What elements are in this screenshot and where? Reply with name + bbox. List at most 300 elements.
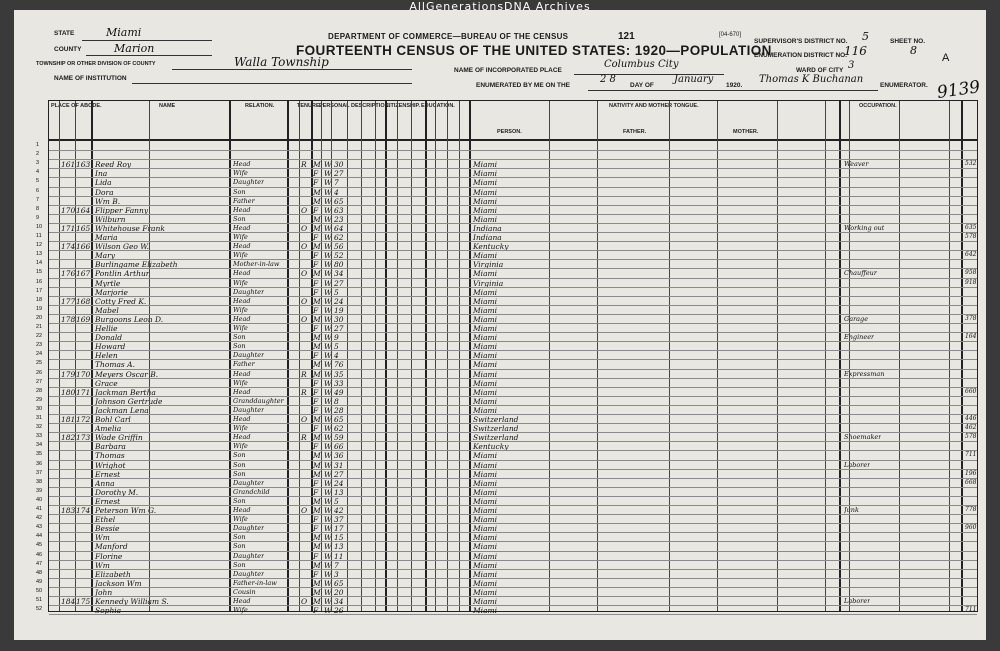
dwelling-number: 174 xyxy=(61,242,76,252)
birthplace: Miami xyxy=(473,606,498,616)
subhead-father: FATHER. xyxy=(623,129,647,135)
person-name: Thomas A. xyxy=(95,360,135,370)
age: 42 xyxy=(334,506,344,515)
tenure: R xyxy=(301,433,307,443)
census-table xyxy=(36,100,978,616)
race: W xyxy=(324,560,332,570)
sex: F xyxy=(313,606,319,616)
relation: Daughter xyxy=(233,178,265,187)
dwelling-number: 178 xyxy=(61,314,76,324)
relation: Son xyxy=(233,542,246,551)
incorporated-value: Columbus City xyxy=(604,59,679,70)
birthplace: Miami xyxy=(473,524,498,534)
race: W xyxy=(324,469,332,479)
sex: F xyxy=(313,387,319,397)
family-number: 172 xyxy=(76,415,91,424)
birthplace: Miami xyxy=(473,160,498,170)
sex: F xyxy=(313,424,319,434)
line-number: 51 xyxy=(36,597,43,603)
person-name: Donald xyxy=(95,333,123,343)
relation: Head xyxy=(233,223,251,232)
person-name: Kennedy William S. xyxy=(95,597,169,606)
table-row xyxy=(36,314,977,324)
sex: F xyxy=(313,351,319,361)
sex: M xyxy=(313,469,321,479)
age: 8 xyxy=(334,396,339,406)
birthplace: Miami xyxy=(473,287,498,297)
family-number: 175 xyxy=(76,597,91,606)
relation: Father-in-law xyxy=(233,578,277,587)
family-number: 174 xyxy=(76,506,91,515)
birthplace: Miami xyxy=(473,405,498,415)
table-row xyxy=(36,487,977,497)
relation: Son xyxy=(233,460,246,469)
person-name: Wm B. xyxy=(95,196,121,206)
sex: M xyxy=(313,333,321,343)
relation: Wife xyxy=(233,378,248,387)
sex: F xyxy=(313,287,319,297)
race: W xyxy=(324,296,332,306)
tenure: O xyxy=(301,205,308,215)
age: 62 xyxy=(334,424,344,434)
birthplace: Miami xyxy=(473,597,498,606)
table-row xyxy=(36,514,977,525)
table-row xyxy=(36,232,977,242)
ward-value: 3 xyxy=(848,60,855,71)
family-number: 168 xyxy=(76,296,91,306)
margin-note: 446 xyxy=(965,415,977,422)
line-number: 28 xyxy=(36,387,43,394)
relation: Wife xyxy=(233,169,248,178)
relation: Head xyxy=(233,387,251,396)
relation: Daughter xyxy=(233,569,265,578)
table-row xyxy=(36,532,977,543)
race: W xyxy=(324,533,332,543)
table-row xyxy=(36,168,977,179)
tenure: O xyxy=(301,597,308,606)
dwelling-number: 176 xyxy=(61,269,76,279)
age: 26 xyxy=(334,606,344,616)
race: W xyxy=(324,187,332,197)
family-number: 170 xyxy=(76,369,91,379)
person-name: Wade Griffin xyxy=(95,433,143,443)
ward-label: WARD OF CITY xyxy=(796,67,844,74)
table-row xyxy=(36,359,977,370)
race: W xyxy=(324,424,332,434)
page-number: 121 xyxy=(618,31,635,42)
age: 27 xyxy=(334,278,344,288)
group-place-of-abode: PLACE OF ABODE. xyxy=(51,103,102,109)
age: 24 xyxy=(334,296,344,306)
sex: M xyxy=(313,433,321,443)
line-number: 27 xyxy=(36,378,43,385)
line-number: 4 xyxy=(36,169,40,176)
person-name: Howard xyxy=(95,342,126,352)
age: 34 xyxy=(334,597,344,606)
line-number: 47 xyxy=(36,560,43,567)
dwelling-number: 180 xyxy=(61,387,76,397)
sheet-stamp: 9139 xyxy=(935,77,982,103)
table-row xyxy=(36,469,977,479)
birthplace: Miami xyxy=(473,351,498,361)
race: W xyxy=(324,214,332,224)
birthplace: Miami xyxy=(473,178,498,188)
person-name: Peterson Wm G. xyxy=(95,506,157,515)
margin-note: 960 xyxy=(965,524,977,532)
institution-label: NAME OF INSTITUTION xyxy=(54,75,127,82)
line-number: 43 xyxy=(36,524,43,531)
age: 59 xyxy=(334,433,344,443)
birthplace: Miami xyxy=(473,342,498,352)
birthplace: Switzerland xyxy=(473,424,519,434)
person-name: Grace xyxy=(95,378,118,388)
sex: F xyxy=(313,169,319,179)
relation: Daughter xyxy=(233,478,265,487)
person-name: Johnson Gertrude xyxy=(95,396,163,406)
age: 5 xyxy=(334,496,339,506)
person-name: Reed Roy xyxy=(95,160,132,170)
birthplace: Miami xyxy=(473,305,498,315)
table-row xyxy=(36,441,977,452)
dwelling-number: 182 xyxy=(61,433,76,443)
sex: M xyxy=(313,496,321,506)
line-number: 12 xyxy=(36,242,43,249)
person-name: Manford xyxy=(95,542,128,552)
age: 19 xyxy=(334,305,344,315)
incorporated-label: NAME OF INCORPORATED PLACE xyxy=(454,67,562,74)
line-number: 21 xyxy=(36,324,43,330)
relation: Son xyxy=(233,560,246,569)
person-name: Jackman Lena xyxy=(95,405,149,415)
sex: M xyxy=(313,415,321,424)
family-number: 166 xyxy=(76,242,91,252)
sex: M xyxy=(313,314,321,324)
person-name: Jackson Wm xyxy=(95,578,142,588)
sex: M xyxy=(313,597,321,606)
race: W xyxy=(324,333,332,343)
race: W xyxy=(324,251,332,261)
line-number: 13 xyxy=(36,251,43,258)
margin-note: 668 xyxy=(965,478,977,486)
race: W xyxy=(324,178,332,188)
age: 76 xyxy=(334,360,344,370)
dwelling-number: 179 xyxy=(61,369,76,379)
sheet-letter: A xyxy=(942,52,950,64)
group-citizenship: CITIZENSHIP. xyxy=(385,103,421,109)
line-number: 1 xyxy=(36,142,40,148)
line-number: 18 xyxy=(36,296,43,303)
relation: Son xyxy=(233,187,246,196)
person-name: Mary xyxy=(95,251,115,261)
age: 17 xyxy=(334,524,344,534)
race: W xyxy=(324,487,332,497)
table-row xyxy=(36,268,977,279)
table-row xyxy=(36,523,977,534)
birthplace: Kentucky xyxy=(473,242,509,252)
race: W xyxy=(324,205,332,215)
race: W xyxy=(324,351,332,361)
race: W xyxy=(324,342,332,352)
enum-district-value: 116 xyxy=(844,44,867,58)
relation: Cousin xyxy=(233,587,256,596)
sex: M xyxy=(313,296,321,306)
relation: Son xyxy=(233,342,246,351)
family-number: 173 xyxy=(76,433,91,443)
line-number: 26 xyxy=(36,369,43,376)
birthplace: Virginia xyxy=(473,260,504,270)
sex: M xyxy=(313,160,321,170)
line-number: 50 xyxy=(36,587,43,594)
occupation: Laborer xyxy=(844,597,871,605)
relation: Daughter xyxy=(233,524,265,533)
enumerator-label: ENUMERATOR. xyxy=(880,82,928,89)
birthplace: Miami xyxy=(473,396,498,406)
table-row xyxy=(36,387,977,397)
table-row xyxy=(36,450,977,461)
township-label: TOWNSHIP OR OTHER DIVISION OF COUNTY xyxy=(36,61,156,67)
table-row xyxy=(36,460,977,470)
race: W xyxy=(324,451,332,461)
birthplace: Miami xyxy=(473,506,498,515)
birthplace: Miami xyxy=(473,451,498,461)
enumerator-name: Thomas K Buchanan xyxy=(759,74,864,85)
table-row xyxy=(36,432,977,443)
line-number: 20 xyxy=(36,314,43,321)
race: W xyxy=(324,387,332,397)
sex: M xyxy=(313,214,321,224)
line-number: 38 xyxy=(36,478,43,485)
year-label: 1920. xyxy=(726,82,743,89)
table-row xyxy=(36,578,977,588)
birthplace: Miami xyxy=(473,269,498,279)
table-row xyxy=(36,141,977,150)
line-number: 9 xyxy=(36,214,40,221)
enumerated-label: ENUMERATED BY ME ON THE xyxy=(476,82,571,89)
age: 3 xyxy=(334,569,339,579)
race: W xyxy=(324,314,332,324)
table-row xyxy=(36,187,977,197)
relation: Head xyxy=(233,314,251,323)
department-heading: DEPARTMENT OF COMMERCE—BUREAU OF THE CENSUS xyxy=(328,32,569,41)
birthplace: Indiana xyxy=(473,223,502,233)
occupation: Chauffeur xyxy=(844,269,877,278)
sex: M xyxy=(313,369,321,379)
relation: Wife xyxy=(233,278,248,287)
sex: F xyxy=(313,442,319,452)
table-row xyxy=(36,350,977,361)
table-row xyxy=(36,596,977,606)
table-row xyxy=(36,541,977,552)
birthplace: Miami xyxy=(473,533,498,543)
table-row xyxy=(36,605,977,616)
birthplace: Miami xyxy=(473,578,498,588)
county-label: COUNTY xyxy=(54,46,82,53)
relation: Head xyxy=(233,160,251,169)
person-name: John xyxy=(95,587,113,597)
person-name: Barbara xyxy=(95,442,126,452)
table-row xyxy=(36,332,977,343)
sex: F xyxy=(313,405,319,415)
sex: M xyxy=(313,578,321,588)
birthplace: Miami xyxy=(473,487,498,497)
sex: M xyxy=(313,223,321,233)
birthplace: Miami xyxy=(473,169,498,179)
age: 24 xyxy=(334,478,344,488)
margin-note: 378 xyxy=(965,314,977,322)
birthplace: Switzerland xyxy=(473,415,519,424)
family-number: 165 xyxy=(76,223,91,233)
race: W xyxy=(324,369,332,379)
race: W xyxy=(324,506,332,515)
line-number: 36 xyxy=(36,460,43,467)
person-name: Burlingame Elizabeth xyxy=(95,260,178,270)
line-number: 11 xyxy=(36,233,42,239)
sex: M xyxy=(313,560,321,570)
relation: Grandchild xyxy=(233,487,270,496)
race: W xyxy=(324,496,332,506)
birthplace: Miami xyxy=(473,460,498,470)
enum-district-label: ENUMERATION DISTRICT NO. xyxy=(754,52,848,59)
enumerated-day: 2 8 xyxy=(600,74,616,85)
sex: F xyxy=(313,205,319,215)
race: W xyxy=(324,360,332,370)
race: W xyxy=(324,324,332,333)
race: W xyxy=(324,415,332,424)
relation: Son xyxy=(233,533,246,542)
person-name: Wm xyxy=(95,533,110,543)
sex: M xyxy=(313,451,321,461)
margin-note: 918 xyxy=(965,278,977,286)
line-number: 44 xyxy=(36,533,43,540)
line-number: 2 xyxy=(36,151,40,158)
person-name: Flipper Fanny xyxy=(95,205,149,215)
line-number: 8 xyxy=(36,205,40,212)
sex: F xyxy=(313,324,319,333)
line-number: 39 xyxy=(36,487,43,494)
relation: Wife xyxy=(233,442,248,451)
person-name: Ernest xyxy=(95,496,121,506)
age: 20 xyxy=(334,587,344,597)
person-name: Dora xyxy=(95,187,114,197)
birthplace: Miami xyxy=(473,333,498,343)
age: 30 xyxy=(334,160,344,170)
sex: F xyxy=(313,569,319,579)
birthplace: Miami xyxy=(473,551,498,561)
race: W xyxy=(324,597,332,606)
relation: Wife xyxy=(233,251,248,260)
margin-note: 635 xyxy=(965,223,977,231)
birthplace: Miami xyxy=(473,196,498,206)
line-number: 33 xyxy=(36,433,43,440)
sex: F xyxy=(313,487,319,497)
age: 7 xyxy=(334,560,339,570)
tenure: O xyxy=(301,506,308,515)
table-row xyxy=(36,378,977,388)
relation: Son xyxy=(233,469,246,478)
age: 65 xyxy=(334,196,344,206)
birthplace: Miami xyxy=(473,251,498,261)
relation: Wife xyxy=(233,424,248,433)
race: W xyxy=(324,578,332,588)
table-row xyxy=(36,159,977,170)
dwelling-number: 177 xyxy=(61,296,76,306)
age: 33 xyxy=(334,378,344,388)
age: 52 xyxy=(334,251,344,261)
table-header xyxy=(49,101,977,141)
birthplace: Miami xyxy=(473,324,498,333)
family-number: 171 xyxy=(76,387,91,397)
birthplace: Miami xyxy=(473,205,498,215)
margin-note: 578 xyxy=(965,233,977,240)
occupation: Garage xyxy=(844,314,869,323)
table-row xyxy=(36,369,977,379)
person-name: Helen xyxy=(95,351,118,361)
subhead-person: PERSON. xyxy=(497,129,522,135)
race: W xyxy=(324,442,332,452)
sex: M xyxy=(313,533,321,543)
birthplace: Miami xyxy=(473,214,498,224)
race: W xyxy=(324,233,332,242)
line-number: 6 xyxy=(36,187,40,194)
line-number: 5 xyxy=(36,178,40,185)
occupation: Shoemaker xyxy=(844,433,882,442)
table-row xyxy=(36,341,977,352)
relation: Daughter xyxy=(233,351,265,360)
table-row xyxy=(36,241,977,252)
occupation: Engineer xyxy=(844,333,875,342)
relation: Head xyxy=(233,205,251,214)
relation: Head xyxy=(233,433,251,442)
age: 31 xyxy=(334,460,344,470)
age: 65 xyxy=(334,578,344,588)
race: W xyxy=(324,551,332,561)
supervisor-label: SUPERVISOR'S DISTRICT NO. xyxy=(754,38,848,45)
person-name: Burgoons Leon D. xyxy=(95,314,164,324)
sex: M xyxy=(313,587,321,597)
table-row xyxy=(36,414,977,424)
occupation: Weaver xyxy=(844,160,869,169)
margin-note: 642 xyxy=(965,251,977,259)
race: W xyxy=(324,396,332,406)
family-number: 164 xyxy=(76,205,91,215)
birthplace: Miami xyxy=(473,478,498,488)
age: 63 xyxy=(334,205,344,215)
race: W xyxy=(324,433,332,443)
enumerated-month: January xyxy=(674,74,714,85)
sex: M xyxy=(313,506,321,515)
person-name: Ethel xyxy=(95,515,116,525)
sex: F xyxy=(313,251,319,261)
birthplace: Miami xyxy=(473,542,498,552)
relation: Head xyxy=(233,597,251,605)
occupation: Junk xyxy=(844,506,859,514)
person-name: Ina xyxy=(95,169,108,179)
sex: F xyxy=(313,524,319,534)
relation: Wife xyxy=(233,515,248,524)
person-name: Wilburn xyxy=(95,214,126,224)
sex: F xyxy=(313,378,319,388)
age: 49 xyxy=(334,387,344,397)
relation: Son xyxy=(233,214,246,223)
relation: Head xyxy=(233,242,251,251)
line-number: 24 xyxy=(36,351,43,358)
sex: M xyxy=(313,187,321,197)
race: W xyxy=(324,460,332,470)
relation: Wife xyxy=(233,324,248,332)
margin-note: 660 xyxy=(965,387,977,395)
age: 36 xyxy=(334,451,344,461)
tenure: R xyxy=(301,369,307,379)
